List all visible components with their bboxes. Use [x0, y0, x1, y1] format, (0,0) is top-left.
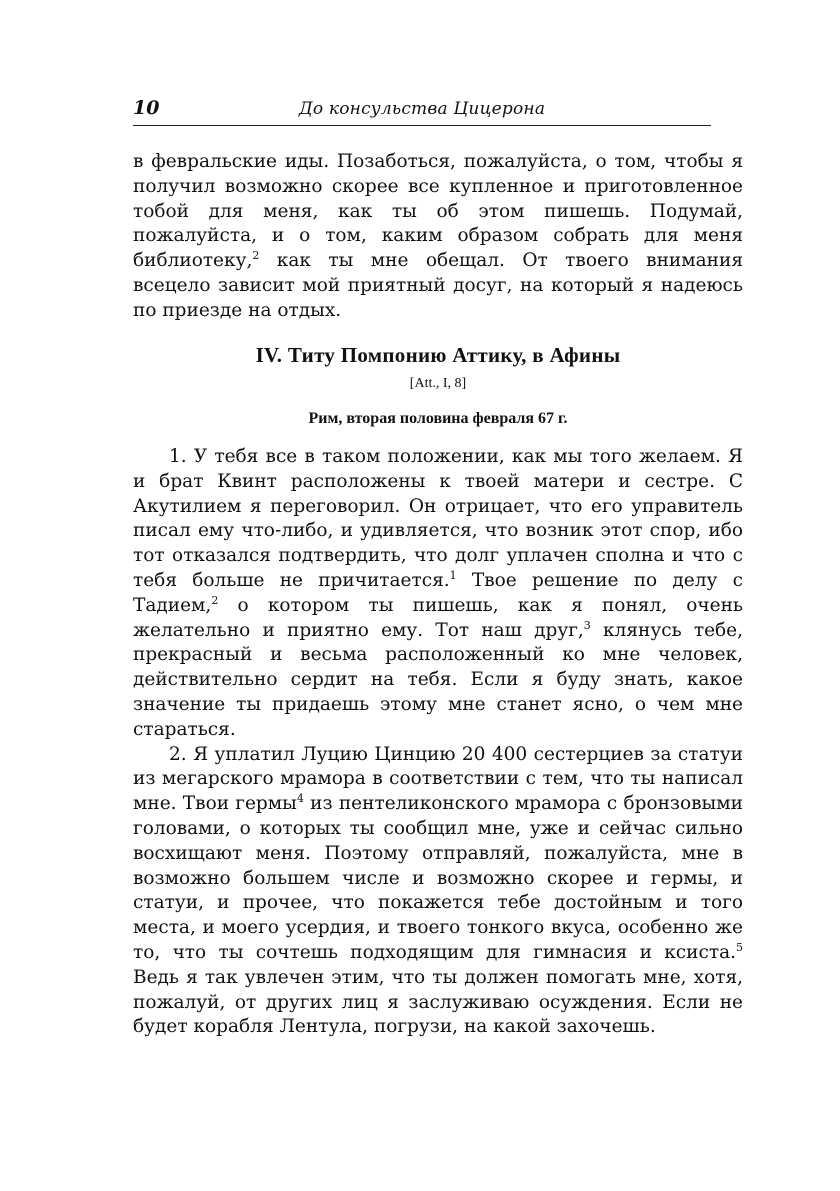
paragraph-text: клянусь тебе, прекрасный и весьма расположенный ко мне человек, действительно сердит на тебя. Если я буду знать, какое значение ты придаешь этому мне станет ясно, о чем мне стараться.: [133, 619, 744, 740]
page-header: [133, 97, 711, 126]
footnote-ref[interactable]: 5: [736, 940, 743, 954]
paragraph-text: Ведь я так увлечен этим, что ты должен помогать мне, хотя, пожалуй, от других лиц я заслуживаю осуждения. Если не будет корабля Лентула, погрузи, на какой захочешь.: [133, 966, 743, 1038]
footnote-ref[interactable]: 1: [449, 568, 457, 582]
letter-reference: [Att., I, 8]: [409, 376, 467, 391]
footnote-ref[interactable]: 4: [296, 792, 304, 806]
paragraph-1: [133, 445, 743, 743]
letter-body: [133, 445, 743, 1040]
paragraph-text: 2. Я уплатил Луцию Цинцию 20 400 сестерциев за статуи из мегарского мрамора в соответствии с тем, что ты написал мне. Твои гермы: [133, 743, 743, 815]
letter-title: IV. Титу Помпонию Аттику, в Афины: [255, 343, 621, 367]
paragraph-text: из пентеликонского мрамора с бронзовыми головами, о которых ты сообщил мне, уже и сейчас сильно восхищают меня. Поэтому отправляй, пожалуйста, мне в возможно большем числе и возможно скорее и гермы, и статуи, и прочее, что покажется тебе достойным и того места, и моего усердия, и твоего тонкого вкуса, особенно же то, что ты сочтешь подходящим для гимнасия и ксиста.: [133, 793, 743, 963]
letter-date: Рим, вторая половина февраля 67 г.: [308, 410, 568, 427]
paragraph-text: 1. У тебя все в таком положении, как мы того желаем. Я и брат Квинт расположены к твоей матери и сестре. С Акутилием я переговорил. Он отрицает, что его управитель писал ему что-либо, и удивляется, что возник этот спор, ибо тот отказался подтвердить, что долг уплачен сполна и что с тебя больше не причитается.: [133, 446, 743, 591]
footnote-ref[interactable]: 2: [252, 249, 260, 263]
page-number: 10: [133, 97, 160, 119]
paragraph-text: о котором ты пишешь, как я понял, очень желательно и приятно ему. Тот наш друг,: [133, 594, 743, 641]
footnote-ref[interactable]: 3: [583, 618, 591, 632]
running-head: До консульства Цицерона: [298, 99, 546, 119]
intro-text: в февральские иды. Позаботься, пожалуйста, о том, чтобы я получил возможно скорее все купленное и приготовленное тобой для меня, как ты об этом пишешь. Подумай, пожалуйста, и о том, каким образом собрать для меня библиотеку,: [133, 151, 743, 272]
intro-paragraph: [133, 150, 743, 324]
paragraph-2: [133, 743, 743, 1041]
intro-text: как ты мне обещал. От твоего внимания всецело зависит мой приятный досуг, на который я надеюсь по приезде на отдых.: [133, 250, 743, 321]
footnote-ref[interactable]: 2: [211, 593, 219, 607]
paragraph-text: Твое решение по делу с Тадием,: [133, 569, 743, 616]
